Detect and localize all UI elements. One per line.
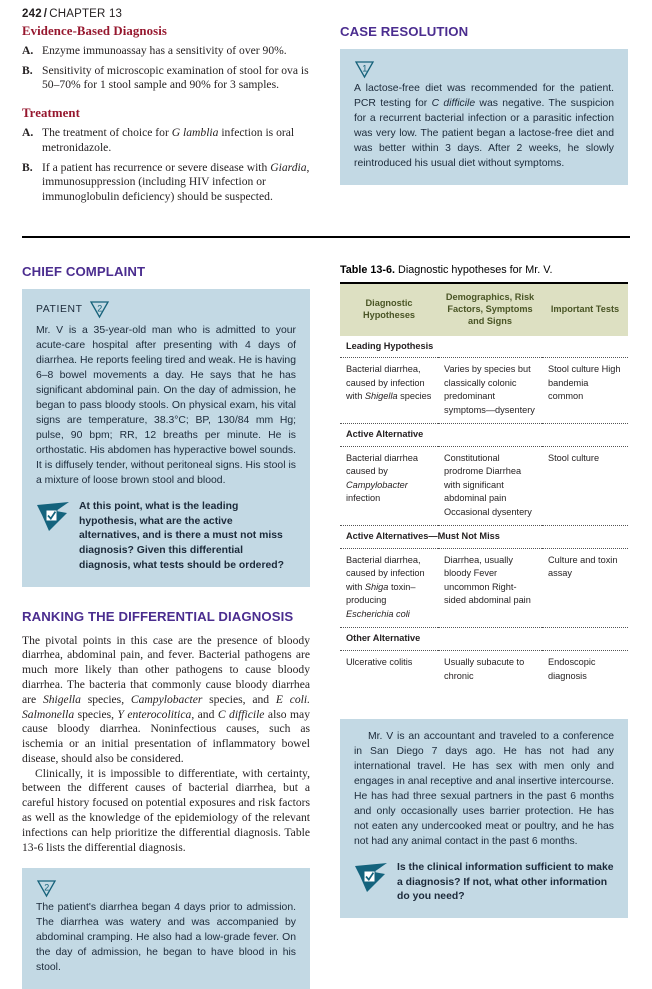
table-group-row xyxy=(340,336,628,358)
cell-seg: Bacterial diarrhea caused by xyxy=(346,452,419,477)
group-label: Active Alternatives—Must Not Miss xyxy=(340,526,628,549)
left-column-bottom xyxy=(22,264,310,989)
question-callout xyxy=(354,861,614,905)
table-group-row xyxy=(340,424,628,447)
list-marker: A. xyxy=(22,44,34,57)
ranking-paragraph-2: Clinically, it is impossible to differentiate, with certainty, between the different causes of bacterial diarrhea, but a careful history focused on potential exposures and risk factors as well as the knowledge of the epidemiology of the relevant infections can help prioritize the differential diagnosis. Table 13-6 lists the differential diagnosis. xyxy=(22,766,310,854)
running-head-separator: / xyxy=(43,8,48,20)
ranking-paragraph-1 xyxy=(22,634,310,767)
triangle-numeral-text: 2 xyxy=(44,882,50,893)
cell-hypothesis: Ulcerative colitis xyxy=(346,656,413,667)
para-seg: species, and xyxy=(202,692,276,706)
page-number: 242 xyxy=(22,8,42,20)
column-header-diagnostic-hypotheses: Diagnostic Hypotheses xyxy=(340,283,438,336)
patient-vignette-text: Mr. V is a 35-year-old man who is admitted to your acute-care hospital after presenting with 4 days of diarrhea. He reports feeling tired and weak. He is having 6–8 bowel movements a day. He says that he has significant abdominal pain. On the day of admission, he began to pass bloody stools. On physical exam, his vital signs are temperature, 38.3°C; BP, 130/84 mm Hg; pulse, 90 bpm; RR, 12 breaths per minute. He is orthostatic. His abdomen has hyperactive bowel sounds. It is diffusely tender, without peritoneal signs. His stool is a mixture of loose brown stool and blood. xyxy=(36,325,296,486)
triangle-numeral-text: 2 xyxy=(96,303,102,314)
table-caption-label: Table 13-6. xyxy=(340,264,396,276)
cell-tests: Culture and toxin assay xyxy=(548,554,618,579)
organism-name: Shiga xyxy=(364,581,389,592)
triangle-numeral-icon xyxy=(89,300,110,319)
column-header-demographics: Demographics, Risk Factors, Symptoms and Signs xyxy=(438,283,542,336)
cell-demographics: Usually subacute to chronic xyxy=(444,656,525,681)
list-item-text: Sensitivity of microscopic examination of stool for ova is 50–70% for 1 stool sample and 90% for 3 samples. xyxy=(42,63,309,92)
cell-seg: infection xyxy=(346,493,381,504)
history-vignette-box xyxy=(340,719,628,918)
right-column-bottom xyxy=(340,264,628,918)
running-head xyxy=(22,8,122,20)
left-column-top xyxy=(22,24,310,210)
organism-name: Y enterocolitica xyxy=(117,707,192,721)
organism-name: C difficile xyxy=(217,707,265,721)
heading-ranking-differential: RANKING THE DIFFERENTIAL DIAGNOSIS xyxy=(22,608,294,624)
cell-tests: Endoscopic diagnosis xyxy=(548,656,596,681)
list-item xyxy=(22,126,310,155)
check-flag-icon xyxy=(36,501,70,532)
organism-name: E coli. Salmonella xyxy=(22,692,310,721)
table-group-row xyxy=(340,526,628,549)
cell-seg: Bacterial diarrhea, caused by infection with xyxy=(346,364,425,402)
case-text-post: was negative. The suspicion for a recurrent bacterial infection or a parasitic infection was very low. The patient began a lactose-free diet and was better within 3 days. After 2 weeks, he slowly reintroduced his usual diet without symptoms. xyxy=(354,97,615,169)
case-resolution-box xyxy=(340,49,628,185)
para-seg: species, xyxy=(80,692,131,706)
heading-case-resolution: CASE RESOLUTION xyxy=(340,24,469,39)
case-resolution-text xyxy=(354,82,614,172)
section-divider-rule xyxy=(22,236,630,238)
cell-tests: Stool culture xyxy=(548,452,600,463)
list-item-text: Enzyme immunoassay has a sensitivity of over 90%. xyxy=(42,44,287,57)
para-seg: The pivotal points in this case are the presence of bloody diarrhea, abdominal pain, and fever. Bacterial pathogens are much more likely than other pathogens to cause bloody diarrhea. The bacteria that commonly cause bloody diarrhea are xyxy=(22,633,310,706)
heading-evidence-based-diagnosis: Evidence-Based Diagnosis xyxy=(22,24,167,38)
table-row xyxy=(340,650,628,689)
table-group-row xyxy=(340,628,628,651)
cell-hypothesis xyxy=(340,446,438,526)
history-vignette-text: Mr. V is an accountant and traveled to a conference in San Diego 7 days ago. He has not had any international travel. He has sex with men only and engages in anal receptive and anal insertive intercourse. He has had three sexual partners in the past 6 months and only occasionally uses barrier protection. He has not eaten any undercooked meat or poultry, and he has not had any animal contact in the past 6 months. xyxy=(354,731,614,847)
patient-label: PATIENT xyxy=(36,304,83,315)
heading-chief-complaint: CHIEF COMPLAINT xyxy=(22,264,146,279)
list-item-text-post: , immunosuppression (including HIV infection or immunoglobulin deficiency) should be suspected. xyxy=(42,160,310,204)
list-item xyxy=(22,44,310,59)
para-seg: also may cause bloody diarrhea. Noninfectious causes, such as ischemia or an initial presentation of inflammatory bowel disease, should also be considered. xyxy=(22,707,311,765)
list-item-text-pre: If a patient has recurrence or severe disease with xyxy=(42,160,271,174)
cell-seg: toxin–producing xyxy=(346,581,416,606)
cell-seg: Bacterial diarrhea, caused by infection with xyxy=(346,554,425,592)
cell-hypothesis xyxy=(340,548,438,628)
list-item xyxy=(22,161,310,205)
para-seg: species, xyxy=(74,707,118,721)
table-row xyxy=(340,548,628,628)
check-flag-icon xyxy=(354,862,388,893)
list-item-text-pre: The treatment of choice for xyxy=(42,126,172,140)
para-seg: , and xyxy=(191,707,218,721)
table-caption-text: Diagnostic hypotheses for Mr. V. xyxy=(398,264,553,276)
triangle-numeral-icon xyxy=(36,879,57,898)
organism-name: Shigella xyxy=(364,391,398,402)
organism-name: Campylobacter xyxy=(130,692,203,706)
triangle-numeral-text: 1 xyxy=(362,63,368,74)
followup-vignette-text: The patient's diarrhea began 4 days prior to admission. The diarrhea was watery and was accompanied by abdominal cramping. He also had a low-grade fever. On the day of admission, he began to have blood in his stool. xyxy=(36,902,296,974)
question-text: At this point, what is the leading hypothesis, what are the active alternatives, and is there a must not miss diagnosis? Given this differential diagnosis, what tests should be ordered? xyxy=(79,500,284,571)
cell-demographics: Varies by species but classically colonic predominant symptoms—dysentery xyxy=(444,364,535,415)
table-row xyxy=(340,446,628,526)
organism-name: Shigella xyxy=(42,692,81,706)
organism-name: Campylobacter xyxy=(346,479,408,490)
question-callout xyxy=(36,500,296,574)
followup-vignette-box xyxy=(22,868,310,989)
organism-name: Giardia xyxy=(270,160,307,174)
organism-name: G lamblia xyxy=(171,126,219,140)
list-item-text-post: infection is oral metronidazole. xyxy=(42,126,295,154)
table-header-row xyxy=(340,283,628,336)
right-column-top xyxy=(340,24,628,185)
group-label: Active Alternative xyxy=(340,424,628,447)
list-marker: B. xyxy=(22,160,33,174)
cell-hypothesis xyxy=(340,358,438,424)
list-marker: A. xyxy=(22,126,34,140)
column-header-important-tests: Important Tests xyxy=(542,283,628,336)
chapter-label: CHAPTER 13 xyxy=(49,8,123,20)
triangle-numeral-icon xyxy=(354,60,375,79)
patient-label-row xyxy=(36,300,296,319)
case-text-pre: A lactose-free diet was recommended for the patient. PCR testing for xyxy=(354,83,614,109)
treatment-list xyxy=(22,126,310,205)
group-label: Leading Hypothesis xyxy=(340,336,628,358)
cell-seg: species xyxy=(397,391,432,402)
organism-name: Escherichia coli xyxy=(346,608,410,619)
diagnostic-hypotheses-table xyxy=(340,282,628,689)
table-row xyxy=(340,358,628,424)
group-label: Other Alternative xyxy=(340,628,628,651)
heading-treatment: Treatment xyxy=(22,106,80,121)
cell-demographics: Diarrhea, usually bloody Fever uncommon Right-sided abdominal pain xyxy=(444,554,531,606)
question-text: Is the clinical information sufficient to make a diagnosis? If not, what other information do you need? xyxy=(397,861,614,903)
table-caption xyxy=(340,264,628,276)
cell-demographics: Constitutional prodrome Diarrhea with significant abdominal pain Occasional dysentery xyxy=(444,452,532,517)
organism-name: C difficile xyxy=(431,97,476,109)
list-item xyxy=(22,64,310,93)
list-marker: B. xyxy=(22,63,33,77)
cell-tests: Stool culture High bandemia common xyxy=(548,364,621,402)
evidence-based-diagnosis-list xyxy=(22,44,310,93)
patient-vignette-box xyxy=(22,289,310,587)
